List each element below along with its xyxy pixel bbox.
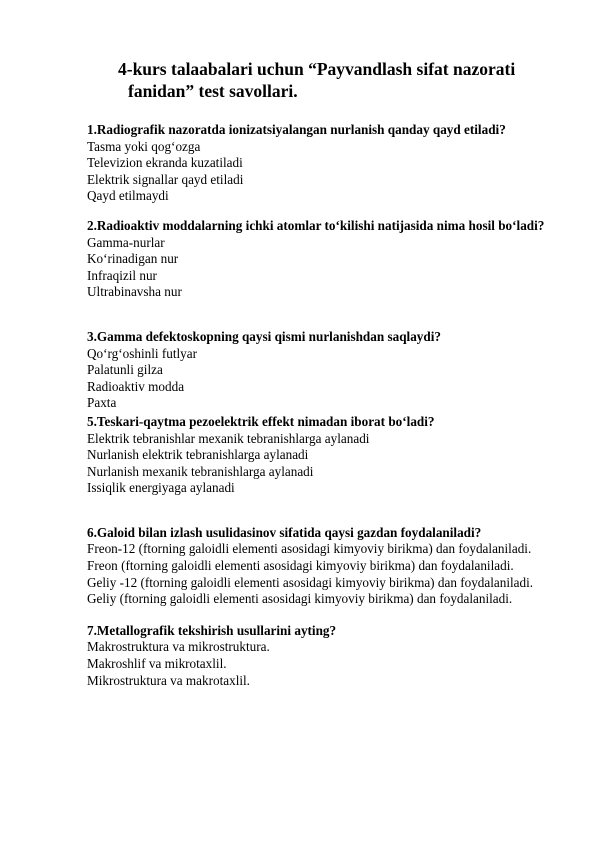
question-block-5	[87, 414, 557, 497]
question-text: 5.Teskari-qaytma pezoelektrik effekt nimadan iborat bo‘ladi?	[87, 413, 435, 429]
answer-option: Geliy (ftorning galoidli elementi asosidagi kimyoviy birikma) dan foydalaniladi.	[87, 591, 513, 607]
answer-option: Makrostruktura va mikrostruktura.	[87, 639, 270, 655]
answer-option: Geliy -12 (ftorning galoidli elementi asosidagi kimyoviy birikma) dan foydalaniladi.	[87, 574, 534, 590]
spacer	[87, 301, 557, 329]
answer-option: Freon (ftorning galoidli elementi asosidagi kimyoviy birikma) dan foydalaniladi.	[87, 558, 514, 574]
answer-option: Qayd etilmaydi	[87, 188, 169, 204]
answer-option: Ko‘rinadigan nur	[87, 251, 179, 267]
spacer	[87, 497, 557, 525]
answer-option: Nurlanish elektrik tebranishlarga aylanadi	[87, 447, 309, 463]
answer-option: Qo‘rg‘oshinli futlyar	[87, 345, 198, 361]
answer-option: Elektrik tebranishlar mexanik tebranishlarga aylanadi	[87, 430, 370, 446]
answer-option: Ultrabinavsha nur	[87, 284, 182, 300]
question-block-1	[87, 122, 557, 205]
title-line-1: 4-kurs talaabalari uchun “Payvandlash sifat nazorati	[118, 59, 516, 79]
question-list	[87, 122, 557, 689]
answer-option: Tasma yoki qog‘ozga	[87, 138, 201, 154]
answer-option: Palatunli gilza	[87, 362, 163, 378]
question-text: 3.Gamma defektoskopning qaysi qismi nurlanishdan saqlaydi?	[87, 328, 441, 344]
spacer	[87, 608, 557, 623]
answer-option: Issiqlik energiyaga aylanadi	[87, 480, 235, 496]
answer-option: Infraqizil nur	[87, 267, 157, 283]
question-block-7	[87, 623, 557, 689]
question-block-6	[87, 525, 557, 608]
question-text: 6.Galoid bilan izlash usulidasinov sifatida qaysi gazdan foydalaniladi?	[87, 524, 482, 540]
question-text: 1.Radiografik nazoratda ionizatsiyalangan nurlanish qanday qayd etiladi?	[87, 122, 506, 137]
question-block-2	[87, 218, 557, 301]
spacer	[87, 205, 557, 218]
question-text: 2.Radioaktiv moddalarning ichki atomlar to‘kilishi natijasida nima hosil bo‘ladi?	[87, 217, 545, 233]
question-block-3	[87, 329, 557, 412]
answer-option: Freon-12 (ftorning galoidli elementi asosidagi kimyoviy birikma) dan foydalaniladi.	[87, 541, 532, 557]
document-title	[118, 58, 558, 102]
answer-option: Nurlanish mexanik tebranishlarga aylanadi	[87, 463, 314, 479]
question-text: 7.Metallografik tekshirish usullarini ayting?	[87, 622, 337, 638]
answer-option: Elektrik signallar qayd etiladi	[87, 171, 244, 187]
answer-option: Paxta	[87, 395, 117, 411]
answer-option: Makroshlif va mikrotaxlil.	[87, 656, 227, 672]
answer-option: Radioaktiv modda	[87, 378, 185, 394]
answer-option: Gamma-nurlar	[87, 234, 165, 250]
answer-option: Mikrostruktura va makrotaxlil.	[87, 672, 250, 688]
answer-option: Televizion ekranda kuzatiladi	[87, 155, 243, 171]
title-line-2: fanidan” test savollari.	[128, 81, 298, 101]
